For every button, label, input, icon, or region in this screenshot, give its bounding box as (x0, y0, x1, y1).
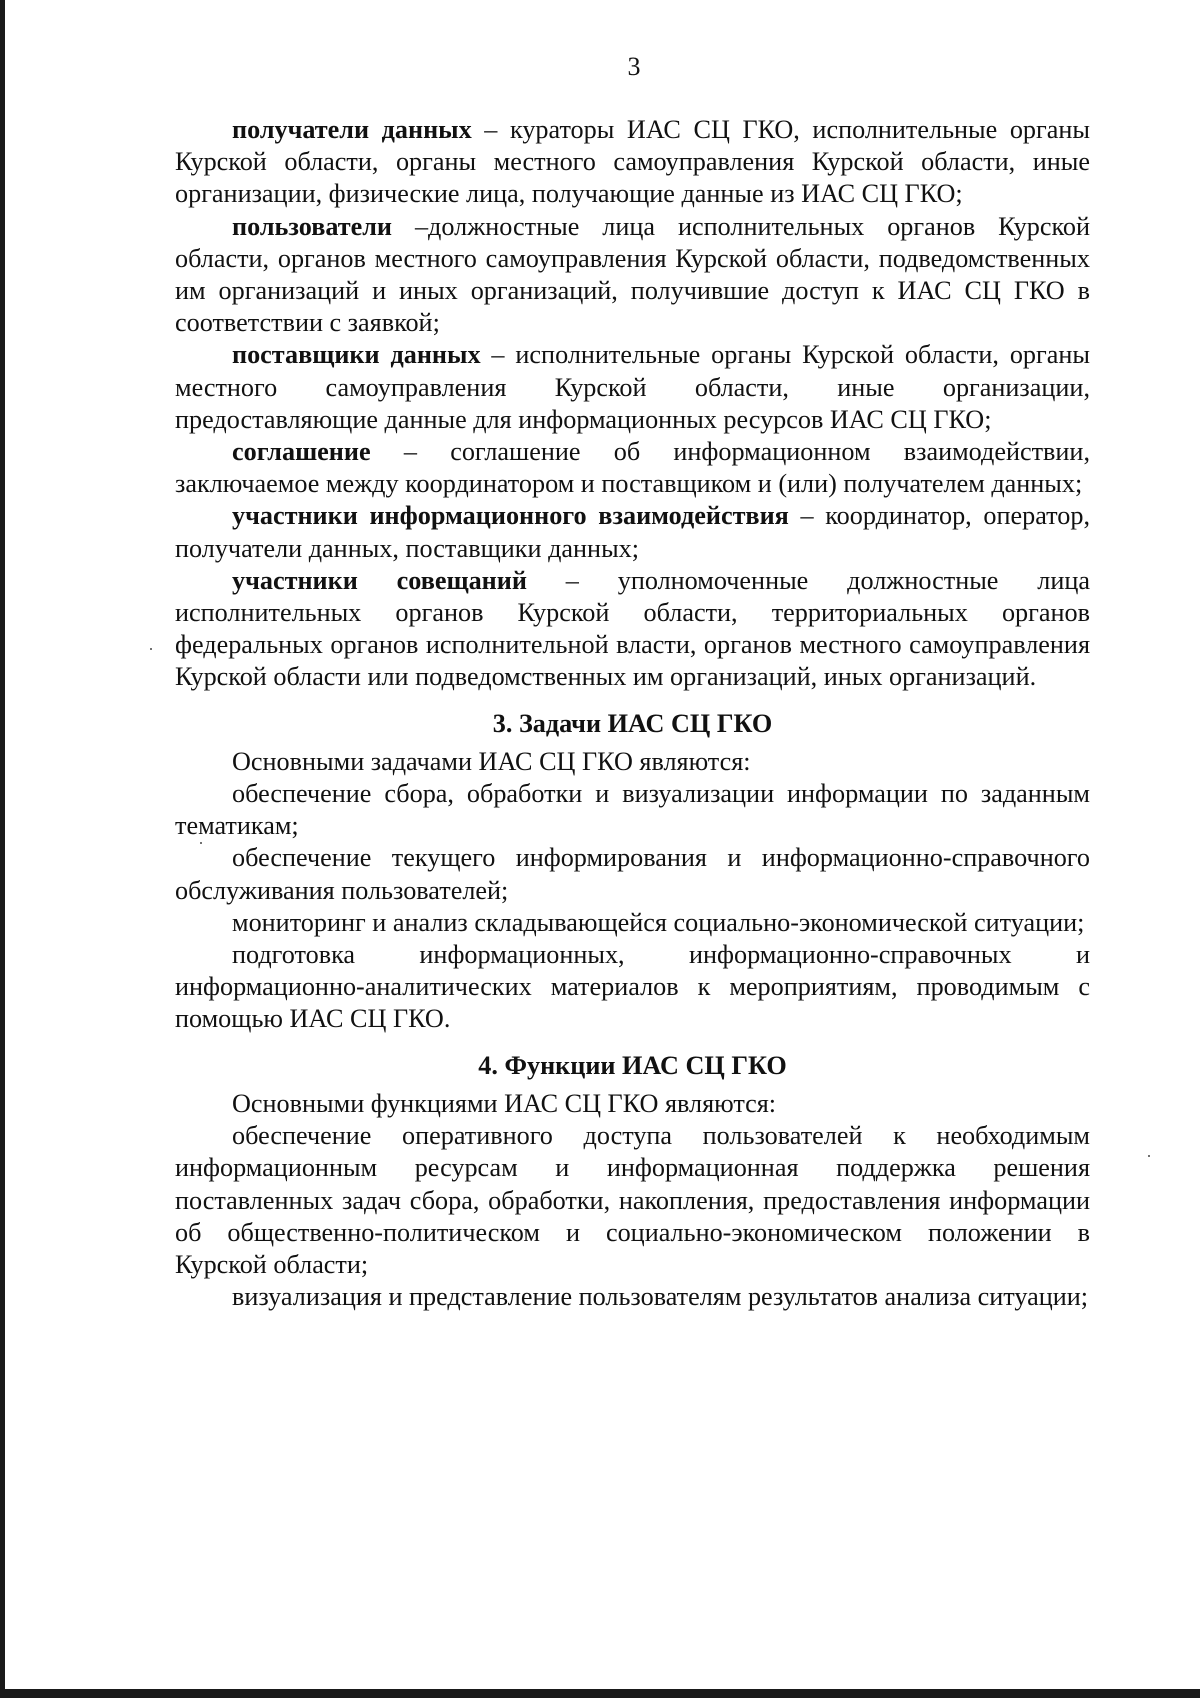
section-heading: 3. Задачи ИАС СЦ ГКО (492, 708, 773, 738)
definition-paragraph (175, 436, 1090, 500)
definition-term: участники информационного взаимодействия (232, 501, 789, 531)
definition-paragraph (175, 211, 1090, 340)
scan-speck (1148, 1155, 1150, 1157)
list-item: визуализация и представление пользователям результатов анализа ситуации; (232, 1282, 1089, 1312)
definition-text: – уполномоченные должностные лица исполнительных органов Курской области, территориальных органов федеральных органов исполнительной власти, органов местного самоуправления Курской области или подведомственных им организаций, иных организаций. (175, 565, 1090, 692)
page-number: 3 (627, 52, 641, 81)
definition-text: – кураторы ИАС СЦ ГКО, исполнительные органы Курской области, органы местного самоуправления Курской области, иные организации, физические лица, получающие данные из ИАС СЦ ГКО; (175, 115, 1090, 209)
definition-term: пользователи (232, 211, 393, 241)
definition-term: получатели данных (232, 115, 472, 144)
section-intro: Основными функциями ИАС СЦ ГКО являются: (232, 1088, 777, 1118)
section-heading: 4. Функции ИАС СЦ ГКО (478, 1050, 787, 1080)
definition-term: участники совещаний (232, 565, 527, 595)
definition-paragraph (175, 500, 1090, 564)
list-item: подготовка информационных, информационно-справочных и информационно-аналитических материалов к мероприятиям, проводимым с помощью ИАС СЦ ГКО. (175, 940, 1090, 1034)
scan-edge-left (0, 0, 5, 1698)
definition-paragraph (175, 339, 1090, 436)
document-body (175, 114, 1090, 1313)
definition-paragraph (175, 114, 1090, 211)
definition-term: поставщики данных (232, 340, 481, 370)
definition-text: – координатор, оператор, получатели данных, поставщики данных; (175, 501, 1090, 563)
list-item: обеспечение оперативного доступа пользователей к необходимым информационным ресурсам и информационная поддержка решения поставленных задач сбора, обработки, накопления, предоставления информации об общественно-политическом и социально-экономическом положении в Курской области; (175, 1121, 1090, 1279)
list-item: обеспечение текущего информирования и информационно-справочного обслуживания пользователей; (175, 843, 1090, 905)
definition-text: – соглашение об информационном взаимодействии, заключаемое между координатором и поставщиком и (или) получателем данных; (175, 437, 1090, 499)
scan-speck (150, 648, 152, 650)
definition-text: –должностные лица исполнительных органов Курской области, органов местного самоуправления Курской области, подведомственных им организаций и иных организаций, получившие доступ к ИАС СЦ ГКО в соответствии с заявкой; (175, 211, 1090, 338)
definition-paragraph (175, 565, 1090, 694)
list-item: мониторинг и анализ складывающейся социально-экономической ситуации; (232, 907, 1085, 937)
section-intro: Основными задачами ИАС СЦ ГКО являются: (232, 746, 751, 776)
scan-edge-bottom (0, 1689, 1200, 1698)
definition-term: соглашение (232, 437, 371, 467)
list-item: обеспечение сбора, обработки и визуализации информации по заданным тематикам; (175, 779, 1090, 841)
definition-text: – исполнительные органы Курской области, органы местного самоуправления Курской области, иные организации, предоставляющие данные для информационных ресурсов ИАС СЦ ГКО; (175, 340, 1090, 434)
